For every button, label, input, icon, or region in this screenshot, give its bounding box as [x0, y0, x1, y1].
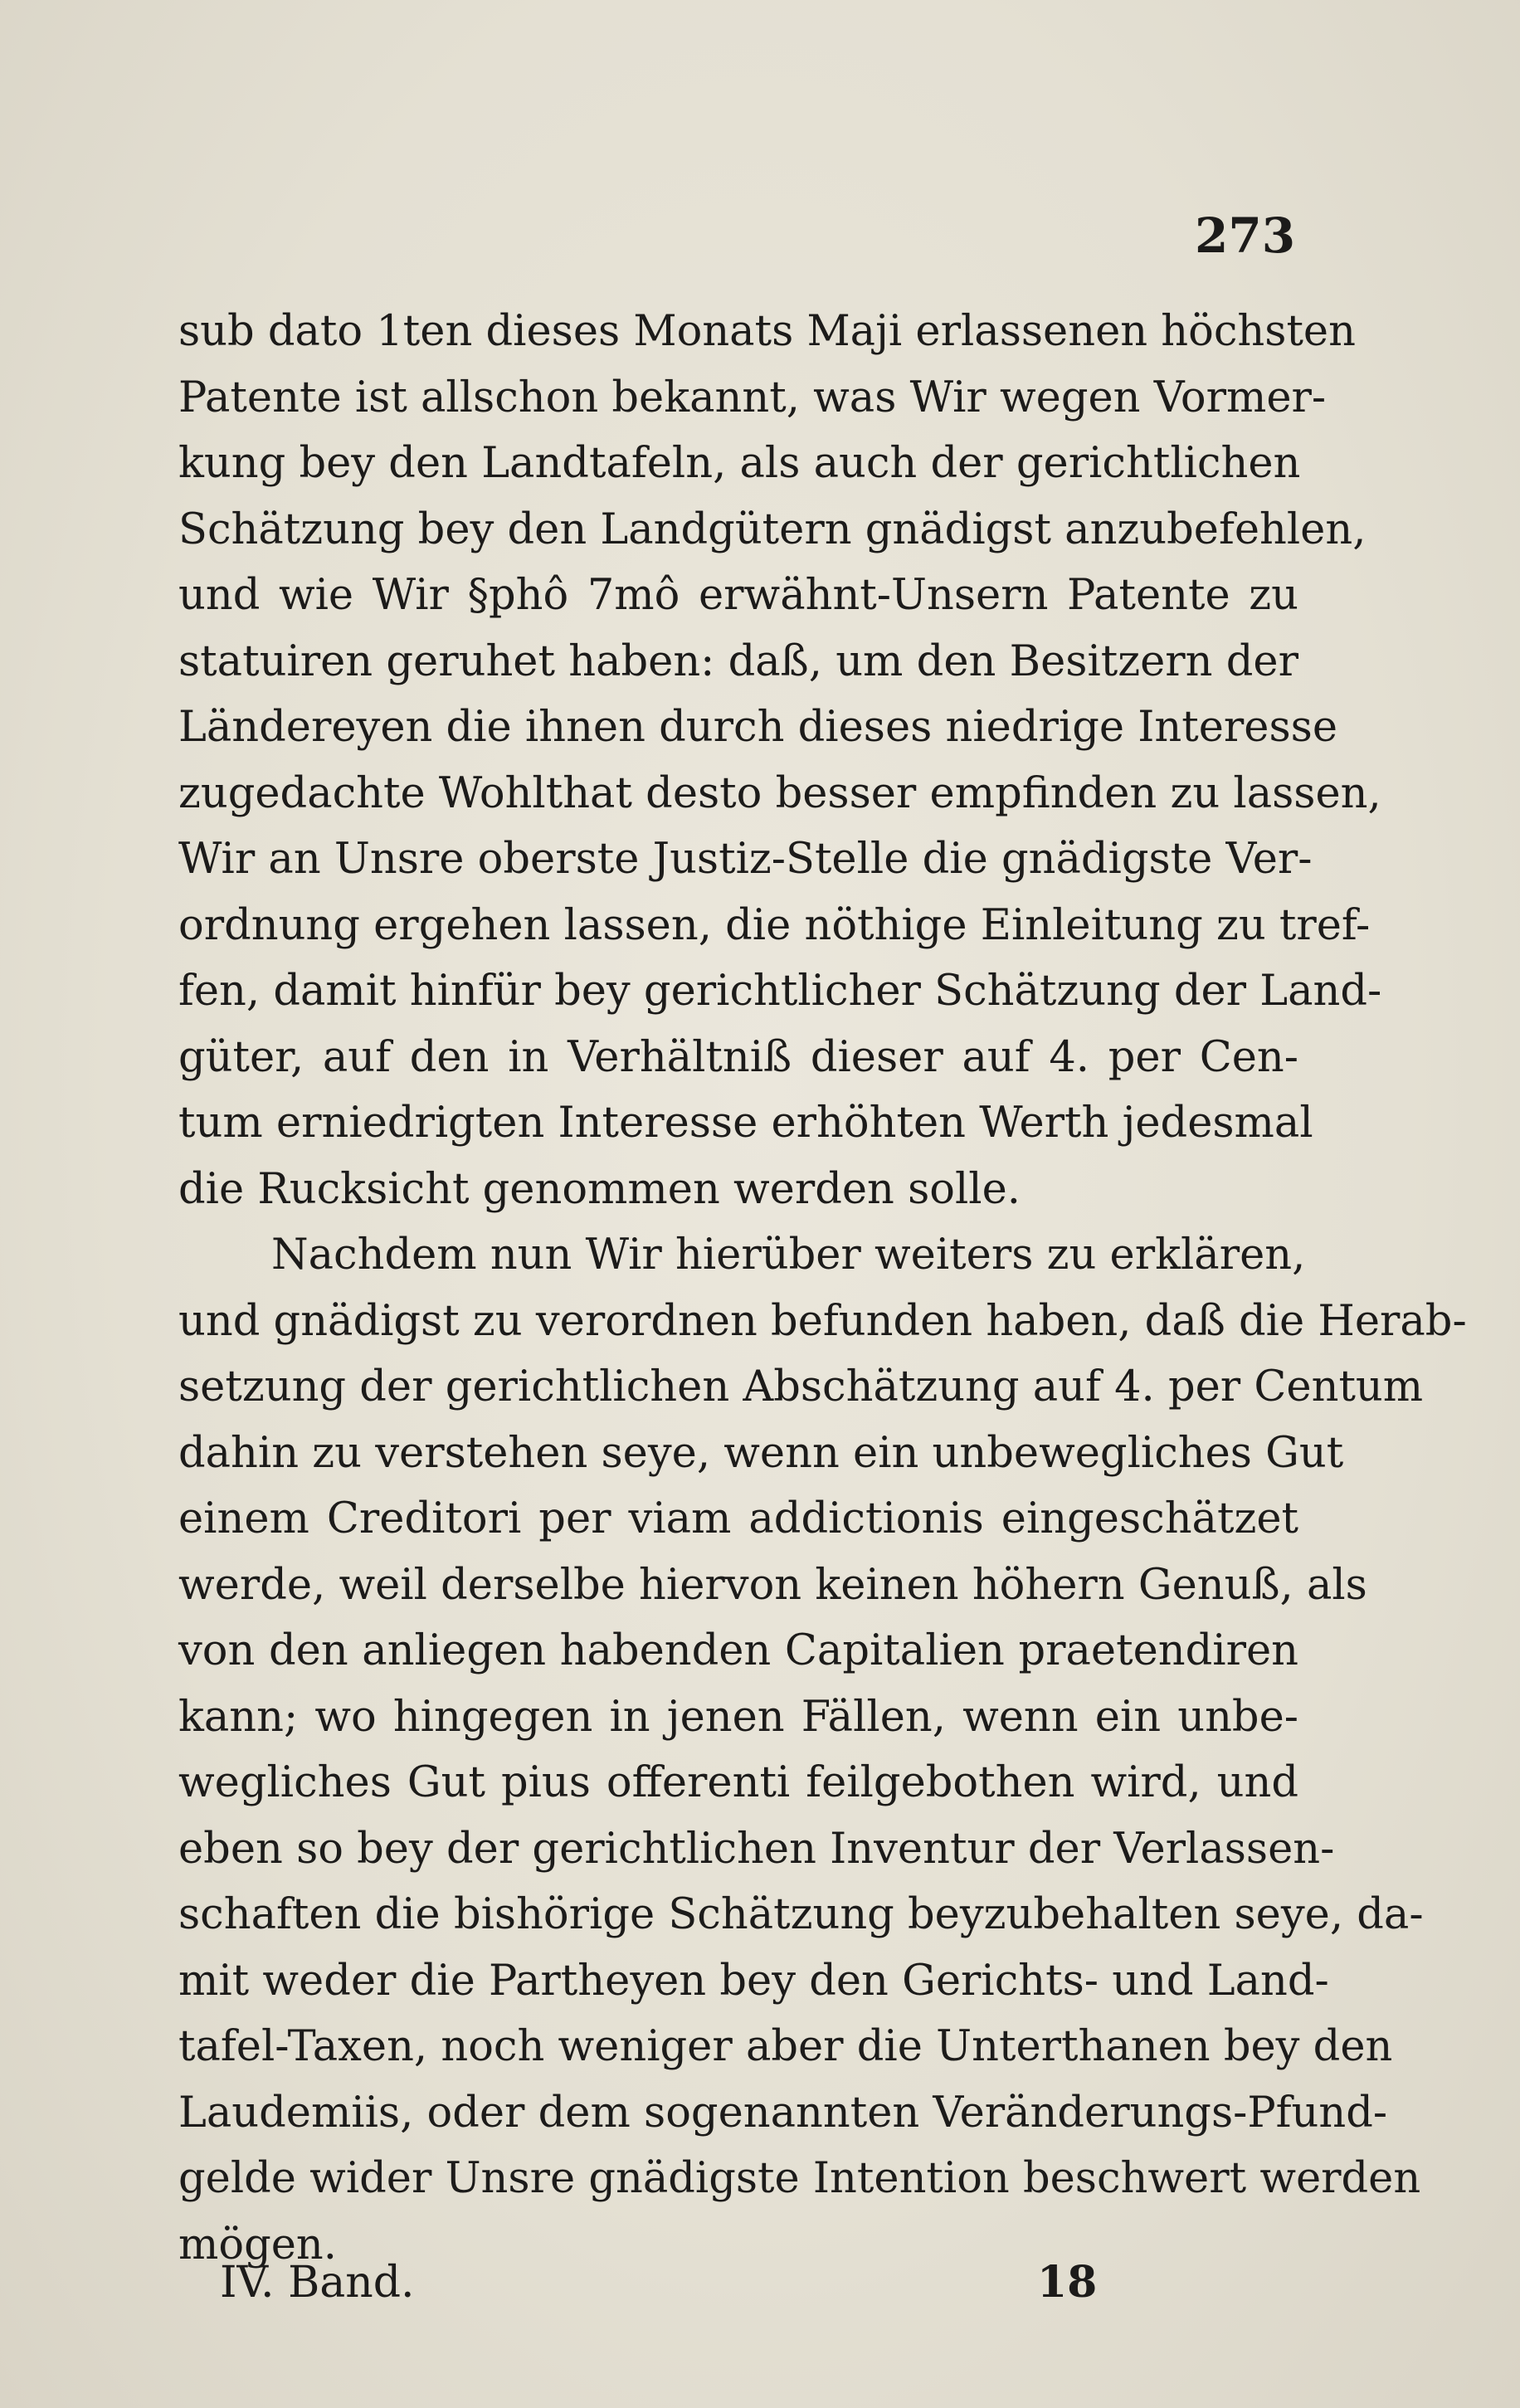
- text-line: setzung der gerichtlichen Abschätzung auf 4. per Centum: [178, 1362, 1424, 1411]
- text-line: und wie Wir §phô 7mô erwähnt-Unsern Patente zu: [178, 571, 1298, 620]
- paragraph-1: [178, 299, 1382, 1222]
- paragraph-2: [178, 1222, 1467, 2278]
- text-line: zugedachte Wohlthat desto besser empfinden zu lassen,: [178, 768, 1381, 818]
- text-line: die Rucksicht genommen werden solle.: [178, 1164, 1021, 1214]
- text-line: Ländereyen die ihnen durch dieses niedrige Interesse: [178, 703, 1337, 752]
- text-line: güter, auf den in Verhältniß dieser auf 4. per Cen-: [178, 1032, 1298, 1082]
- text-line: Schätzung bey den Landgütern gnädigst anzubefehlen,: [178, 505, 1367, 554]
- page-number: 273: [1195, 207, 1296, 264]
- text-line: dahin zu verstehen seye, wenn ein unbewegliches Gut: [178, 1428, 1344, 1478]
- text-line: tafel-Taxen, noch weniger aber die Unterthanen bey den: [178, 2022, 1393, 2071]
- body-text: [178, 299, 1467, 2278]
- volume-signature: IV. Band.: [220, 2258, 415, 2308]
- text-line: mit weder die Partheyen bey den Gerichts- und Land-: [178, 1956, 1329, 2006]
- text-line: gelde wider Unsre gnädigste Intention beschwert werden: [178, 2154, 1421, 2203]
- text-line: kung bey den Landtafeln, als auch der gerichtlichen: [178, 439, 1301, 488]
- text-line: statuiren geruhet haben: daß, um den Besitzern der: [178, 636, 1298, 686]
- text-line: schaften die bishörige Schätzung beyzubehalten seye, da-: [178, 1890, 1424, 1939]
- text-line: kann; wo hingegen in jenen Fällen, wenn ein unbe-: [178, 1692, 1298, 1742]
- text-line: mögen.: [178, 2220, 337, 2269]
- text-line: sub dato 1ten dieses Monats Maji erlassenen höchsten: [178, 307, 1356, 356]
- text-line: tum erniedrigten Interesse erhöhten Werth jedesmal: [178, 1099, 1313, 1148]
- text-line: eben so bey der gerichtlichen Inventur der Verlassen-: [178, 1824, 1335, 1874]
- text-line: einem Creditori per viam addictionis eingeschätzet: [178, 1494, 1298, 1543]
- sheet-number: 18: [1037, 2257, 1098, 2308]
- text-line: und gnädigst zu verordnen befunden haben, daß die Herab-: [178, 1296, 1467, 1346]
- text-line: von den anliegen habenden Capitalien praetendiren: [178, 1626, 1298, 1675]
- text-line: ordnung ergehen lassen, die nöthige Einleitung zu tref-: [178, 900, 1371, 950]
- text-line: Laudemiis, oder dem sogenannten Veränderungs-Pfund-: [178, 2088, 1388, 2137]
- text-line: wegliches Gut pius offerenti feilgebothen wird, und: [178, 1758, 1298, 1807]
- text-line: werde, weil derselbe hiervon keinen höhern Genuß, als: [178, 1560, 1367, 1610]
- text-line: Nachdem nun Wir hierüber weiters zu erklären,: [271, 1231, 1306, 1280]
- text-line: Patente ist allschon bekannt, was Wir wegen Vormer-: [178, 373, 1327, 422]
- text-line: fen, damit hinfür bey gerichtlicher Schätzung der Land-: [178, 967, 1382, 1016]
- text-line: Wir an Unsre oberste Justiz-Stelle die gnädigste Ver-: [178, 835, 1313, 884]
